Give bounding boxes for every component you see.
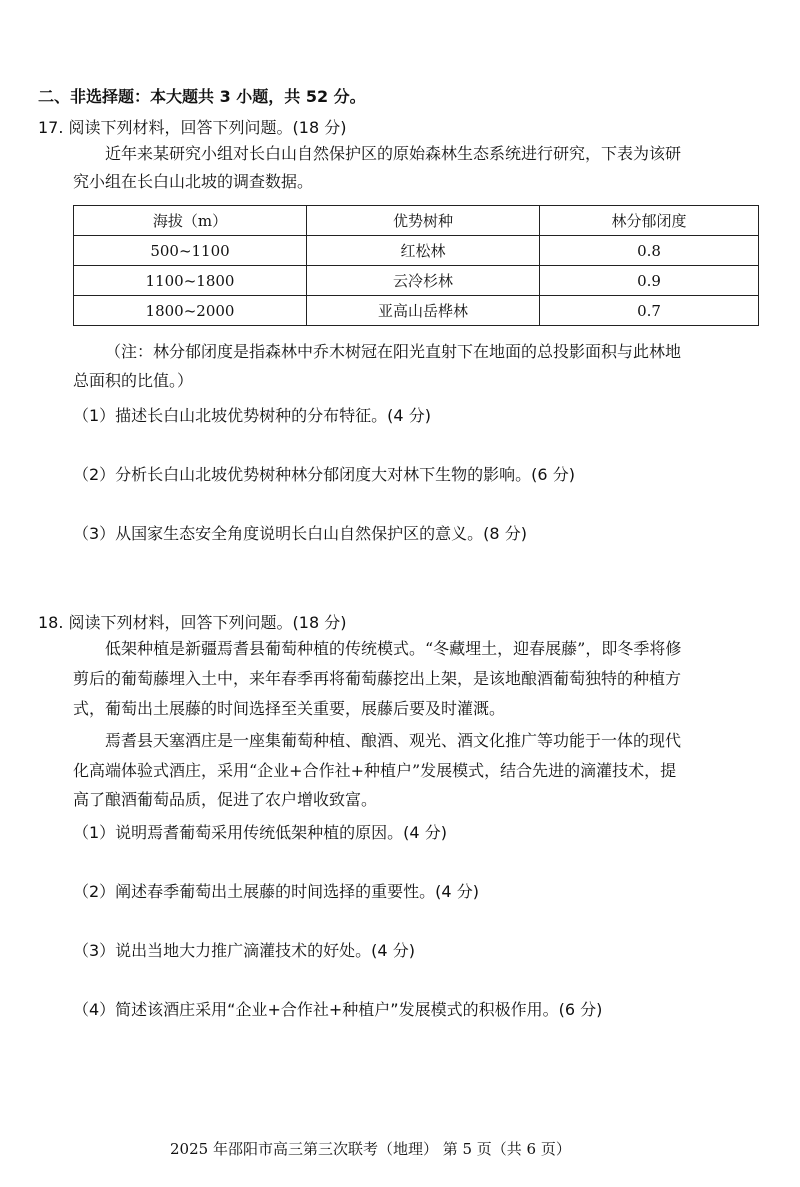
q18-p1-line1: 低架种植是新疆焉耆县葡萄种植的传统模式。“冬藏埋土，迎春展藤”，即冬季将修 [105,639,682,658]
q17-intro-line2: 究小组在长白山北坡的调查数据。 [73,172,314,191]
cell-species: 亚高山岳桦林 [307,296,540,326]
cell-canopy: 0.7 [540,296,759,326]
cell-species: 云冷杉林 [307,266,540,296]
q18-title: 18. 阅读下列材料，回答下列问题。(18 分) [38,613,347,632]
cell-altitude: 1100~1800 [74,266,307,296]
q17-note-line1: （注：林分郁闭度是指森林中乔木树冠在阳光直射下在地面的总投影面积与此林地 [105,342,682,361]
q17-sub2: （2）分析长白山北坡优势树种林分郁闭度大对林下生物的影响。(6 分) [73,465,575,484]
q18-p1-line2: 剪后的葡萄藤埋入土中，来年春季再将葡萄藤挖出上架，是该地酿酒葡萄独特的种植方 [73,669,682,688]
q18-p1-line3: 式，葡萄出土展藤的时间选择至关重要，展藤后要及时灌溉。 [73,699,506,718]
table-header-row [74,206,759,236]
section-heading: 二、非选择题：本大题共 3 小题，共 52 分。 [38,87,366,106]
cell-canopy: 0.9 [540,266,759,296]
table-row [74,236,759,266]
q18-p2-line2: 化高端体验式酒庄，采用“企业+合作社+种植户”发展模式，结合先进的滴灌技术，提 [73,761,677,780]
q17-sub1: （1）描述长白山北坡优势树种的分布特征。(4 分) [73,406,431,425]
table-row [74,266,759,296]
q17-note-line2: 总面积的比值。） [73,371,194,390]
q18-sub4: （4）简述该酒庄采用“企业+合作社+种植户”发展模式的积极作用。(6 分) [73,1000,603,1019]
q18-sub3: （3）说出当地大力推广滴灌技术的好处。(4 分) [73,941,415,960]
table-row [74,296,759,326]
cell-altitude: 500~1100 [74,236,307,266]
header-canopy: 林分郁闭度 [540,206,759,236]
cell-species: 红松林 [307,236,540,266]
survey-table [73,205,759,326]
header-species: 优势树种 [307,206,540,236]
cell-canopy: 0.8 [540,236,759,266]
q18-sub1: （1）说明焉耆葡萄采用传统低架种植的原因。(4 分) [73,823,447,842]
q17-intro-line1: 近年来某研究小组对长白山自然保护区的原始森林生态系统进行研究，下表为该研 [105,144,682,163]
q18-sub2: （2）阐述春季葡萄出土展藤的时间选择的重要性。(4 分) [73,882,479,901]
cell-altitude: 1800~2000 [74,296,307,326]
q17-title: 17. 阅读下列材料，回答下列问题。(18 分) [38,118,347,137]
page-footer: 2025 年邵阳市高三第三次联考（地理） 第 5 页（共 6 页） [170,1140,571,1158]
q18-p2-line3: 高了酿酒葡萄品质，促进了农户增收致富。 [73,790,378,809]
header-altitude: 海拔（m） [74,206,307,236]
q18-p2-line1: 焉耆县天塞酒庄是一座集葡萄种植、酿酒、观光、酒文化推广等功能于一体的现代 [105,731,682,750]
q17-sub3: （3）从国家生态安全角度说明长白山自然保护区的意义。(8 分) [73,524,527,543]
